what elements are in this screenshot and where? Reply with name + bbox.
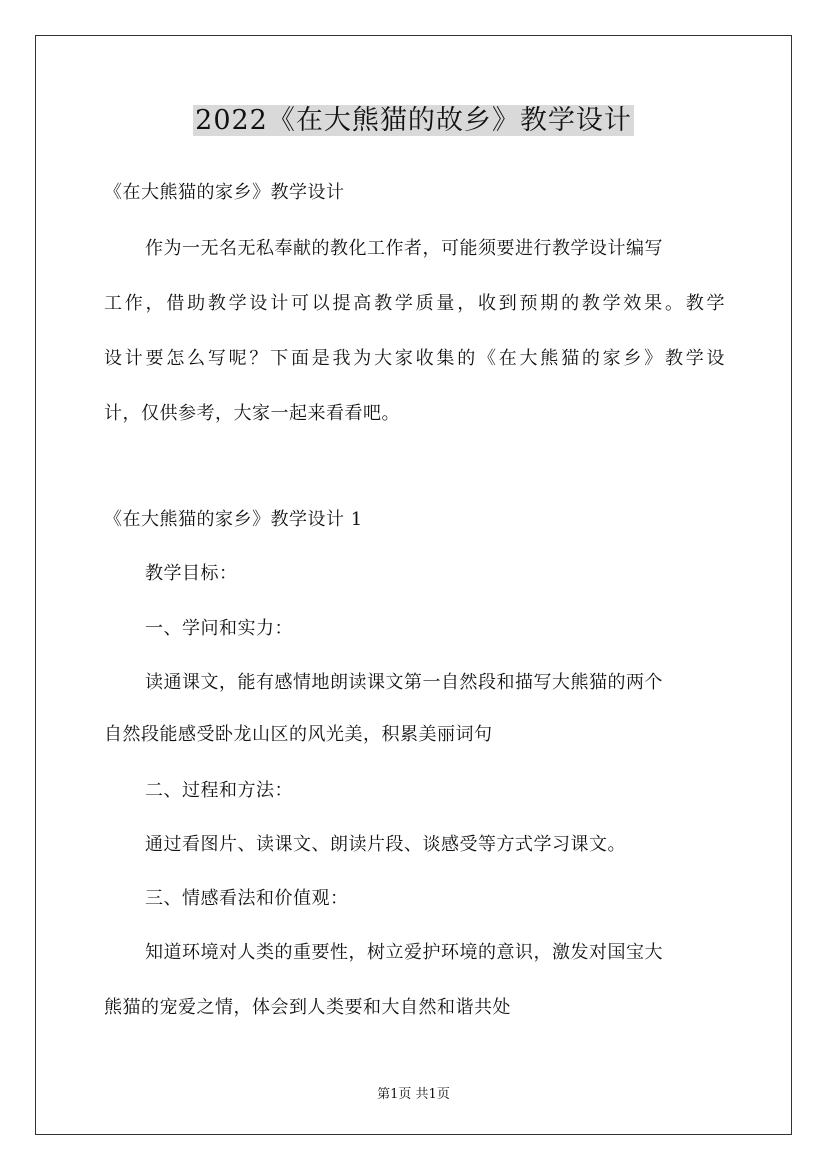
goal3-text-line-2: 熊猫的宠爱之情，体会到人类要和大自然和谐共处 [104,997,511,1018]
goal3-heading: 三、情感看法和价值观： [145,888,349,909]
document-subtitle: 《在大熊猫的家乡》教学设计 [104,182,345,203]
intro-line-4: 计，仅供参考，大家一起来看看吧。 [104,403,400,424]
goal2-text: 通过看图片、读课文、朗读片段、谈感受等方式学习课文。 [145,834,626,855]
goal1-heading: 一、学问和实力： [145,618,293,639]
intro-line-2: 工作，借助教学设计可以提高教学质量，收到预期的教学效果。教学 [104,293,725,314]
goal1-text-line-2: 自然段能感受卧龙山区的风光美，积累美丽词句 [104,724,493,745]
goal2-heading: 二、过程和方法： [145,780,293,801]
document-title-wrap [0,101,827,141]
goals-label: 教学目标： [145,563,238,584]
document-title: 2022《在大熊猫的故乡》教学设计 [195,105,632,136]
goal1-text-line-1: 读通课文，能有感情地朗读课文第一自然段和描写大熊猫的两个 [145,672,663,693]
goal3-text-line-1: 知道环境对人类的重要性，树立爱护环境的意识，激发对国宝大 [145,942,663,963]
section-heading: 《在大熊猫的家乡》教学设计 1 [104,509,363,530]
intro-line-3: 设计要怎么写呢？下面是我为大家收集的《在大熊猫的家乡》教学设 [104,348,725,369]
intro-line-1: 作为一无名无私奉献的教化工作者，可能须要进行教学设计编写 [145,238,663,259]
page-footer: 第1页 共1页 [377,1087,450,1102]
